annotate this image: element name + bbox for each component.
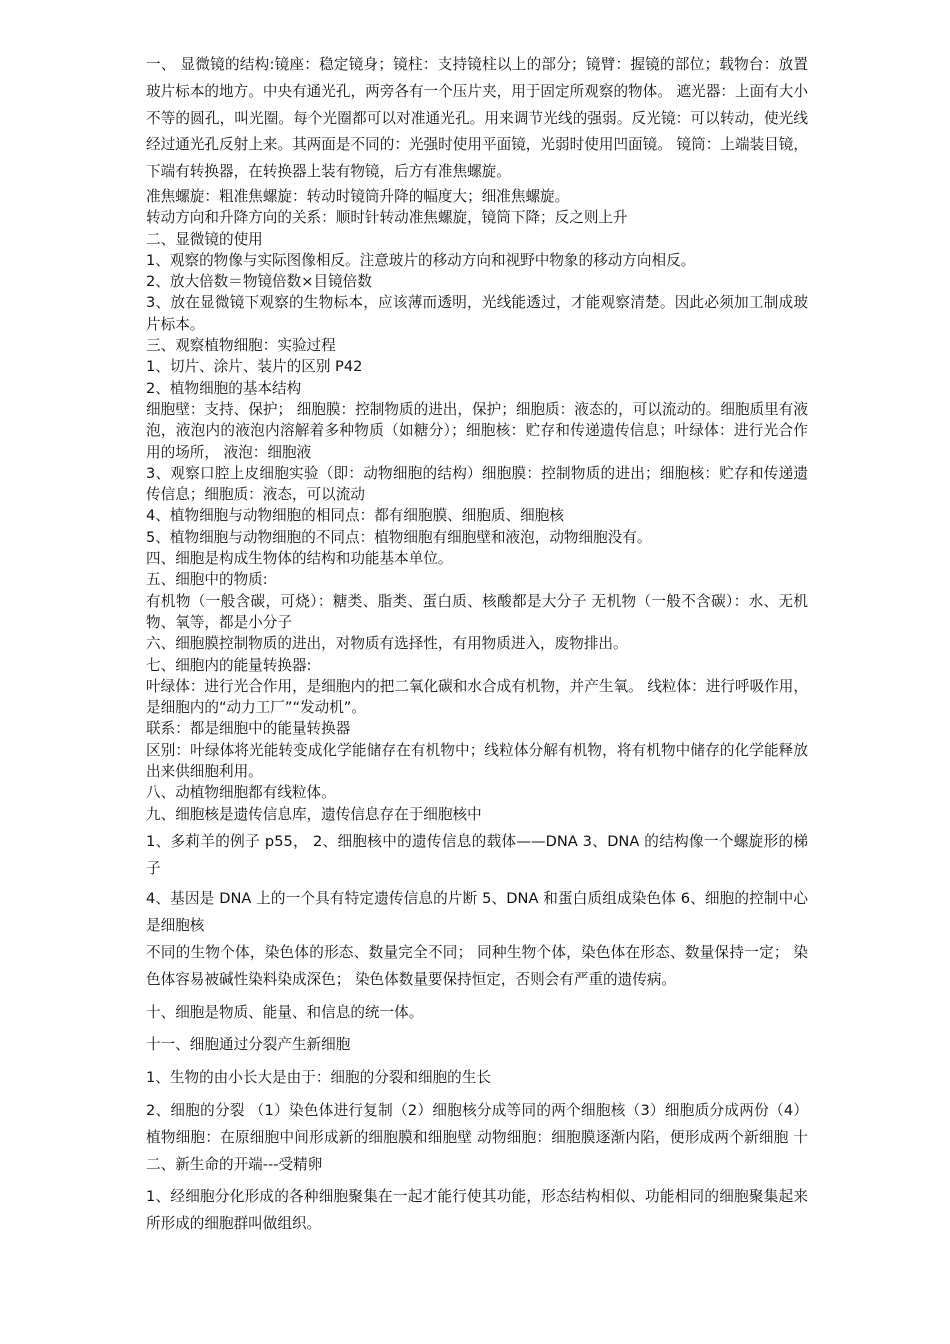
paragraph-chloroplast-mitochondria: 叶绿体：进行光合作用，是细胞内的把二氧化碳和水合成有机物，并产生氧。 线粒体：进行呼吸作用，是细胞内的“动力工厂”“发动机”。 [146, 677, 808, 717]
paragraph-rotation-direction: 转动方向和升降方向的关系：顺时针转动准焦螺旋，镜筒下降；反之则上升 [146, 209, 628, 227]
paragraph-oral-cell: 3、观察口腔上皮细胞实验（即：动物细胞的结构）细胞膜：控制物质的进出；细胞核：贮存和传递遗传信息；细胞质：液态，可以流动 [146, 464, 808, 504]
paragraph-distinction: 区别：叶绿体将光能转变成化学能储存在有机物中；线粒体分解有机物，将有机物中储存的化学能释放出来供细胞利用。 [146, 741, 808, 780]
paragraph-image-inverted: 1、观察的物像与实际图像相反。注意玻片的移动方向和视野中物象的移动方向相反。 [146, 251, 696, 269]
heading-cell-substances: 五、细胞中的物质: [146, 571, 268, 589]
paragraph-connection: 联系：都是细胞中的能量转换器 [146, 720, 351, 738]
paragraph-plant-cell-parts: 细胞壁：支持、保护； 细胞膜：控制物质的进出，保护；细胞质：液态的，可以流动的。细胞质里有液泡，液泡内的液泡内溶解着多种物质（如糖分）；细胞核：贮存和传递遗传信息；叶绿体：进行光合作用的场所， 液泡：细胞液 [146, 400, 808, 461]
heading-nucleus: 九、细胞核是遗传信息库，遗传信息存在于细胞核中 [146, 805, 482, 823]
paragraph-chromosome-facts: 不同的生物个体，染色体的形态、数量完全不同； 同种生物个体，染色体在形态、数量保持一定； 染色体容易被碱性染料染成深色； 染色体数量要保持恒定，否则会有严重的遗传病。 [146, 944, 808, 988]
paragraph-focus-knob: 准焦螺旋：粗准焦螺旋：转动时镜筒升降的幅度大；细准焦螺旋。 [146, 187, 570, 205]
paragraph-growth: 1、生物的由小长大是由于：细胞的分裂和细胞的生长 [146, 1069, 491, 1087]
heading-energy-converters: 七、细胞内的能量转换器: [146, 656, 312, 674]
paragraph-tissue: 1、经细胞分化形成的各种细胞聚集在一起才能行使其功能，形态结构相似、功能相同的细胞聚集起来所形成的细胞群叫做组织。 [146, 1188, 808, 1233]
paragraph-magnification: 2、放大倍数＝物镜倍数×目镜倍数 [146, 273, 372, 291]
paragraph-differences: 5、植物细胞与动物细胞的不同点：植物细胞有细胞壁和液泡，动物细胞没有。 [146, 528, 652, 546]
document-page [146, 52, 808, 1238]
paragraph-plant-cell-structure: 2、植物细胞的基本结构 [146, 379, 302, 397]
heading-cell-division: 十一、细胞通过分裂产生新细胞 [146, 1036, 351, 1054]
paragraph-similarities: 4、植物细胞与动物细胞的相同点：都有细胞膜、细胞质、细胞核 [146, 507, 564, 525]
heading-unity: 十、细胞是物质、能量、和信息的统一体。 [146, 1003, 424, 1021]
heading-mitochondria: 八、动植物细胞都有线粒体。 [146, 784, 336, 802]
paragraph-organic-inorganic: 有机物（一般含碳，可烧）：糖类、脂类、蛋白质、核酸都是大分子 无机物（一般不含碳）：水、无机物、氧等，都是小分子 [146, 592, 808, 631]
paragraph-microscope-structure: 一、 显微镜的结构:镜座：稳定镜身；镜柱：支持镜柱以上的部分；镜臂：握镜的部位；载物台：放置玻片标本的地方。中央有通光孔，两旁各有一个压片夹，用于固定所观察的物体。 遮光器：上面有大小不等的圆孔，叫光圈。每个光圈都可以对准通光孔。用来调节光线的强弱。反光镜：可以转动，使光线经过通光孔反射上来。其两面是不同的：光强时使用平面镜，光弱时使用凹面镜。 镜筒：上端装目镜，下端有转换器，在转换器上装有物镜，后方有准焦螺旋。 [146, 56, 808, 181]
paragraph-dolly-dna: 1、多莉羊的例子 p55， 2、细胞核中的遗传信息的载体——DNA 3、DNA 的结构像一个螺旋形的梯子 [146, 832, 808, 877]
paragraph-division-steps: 2、细胞的分裂 （1）染色体进行复制（2）细胞核分成等同的两个细胞核（3）细胞质分成两份（4）植物细胞：在原细胞中间形成新的细胞膜和细胞壁 动物细胞：细胞膜逐渐内陷，便形成两个新细胞 十二、新生命的开端---受精卵 [146, 1102, 808, 1173]
heading-basic-unit: 四、细胞是构成生物体的结构和功能基本单位。 [146, 550, 453, 568]
paragraph-gene-chromosome: 4、基因是 DNA 上的一个具有特定遗传信息的片断 5、DNA 和蛋白质组成染色体 6、细胞的控制中心是细胞核 [146, 890, 808, 935]
heading-cell-membrane: 六、细胞膜控制物质的进出，对物质有选择性，有用物质进入，废物排出。 [146, 635, 628, 653]
heading-microscope-use: 二、显微镜的使用 [146, 230, 263, 248]
paragraph-specimen: 3、放在显微镜下观察的生物标本，应该薄而透明，光线能透过，才能观察清楚。因此必须加工制成玻片标本。 [146, 294, 808, 333]
paragraph-slide-types: 1、切片、涂片、装片的区别 P42 [146, 358, 363, 376]
heading-plant-cell: 三、观察植物细胞：实验过程 [146, 337, 336, 355]
